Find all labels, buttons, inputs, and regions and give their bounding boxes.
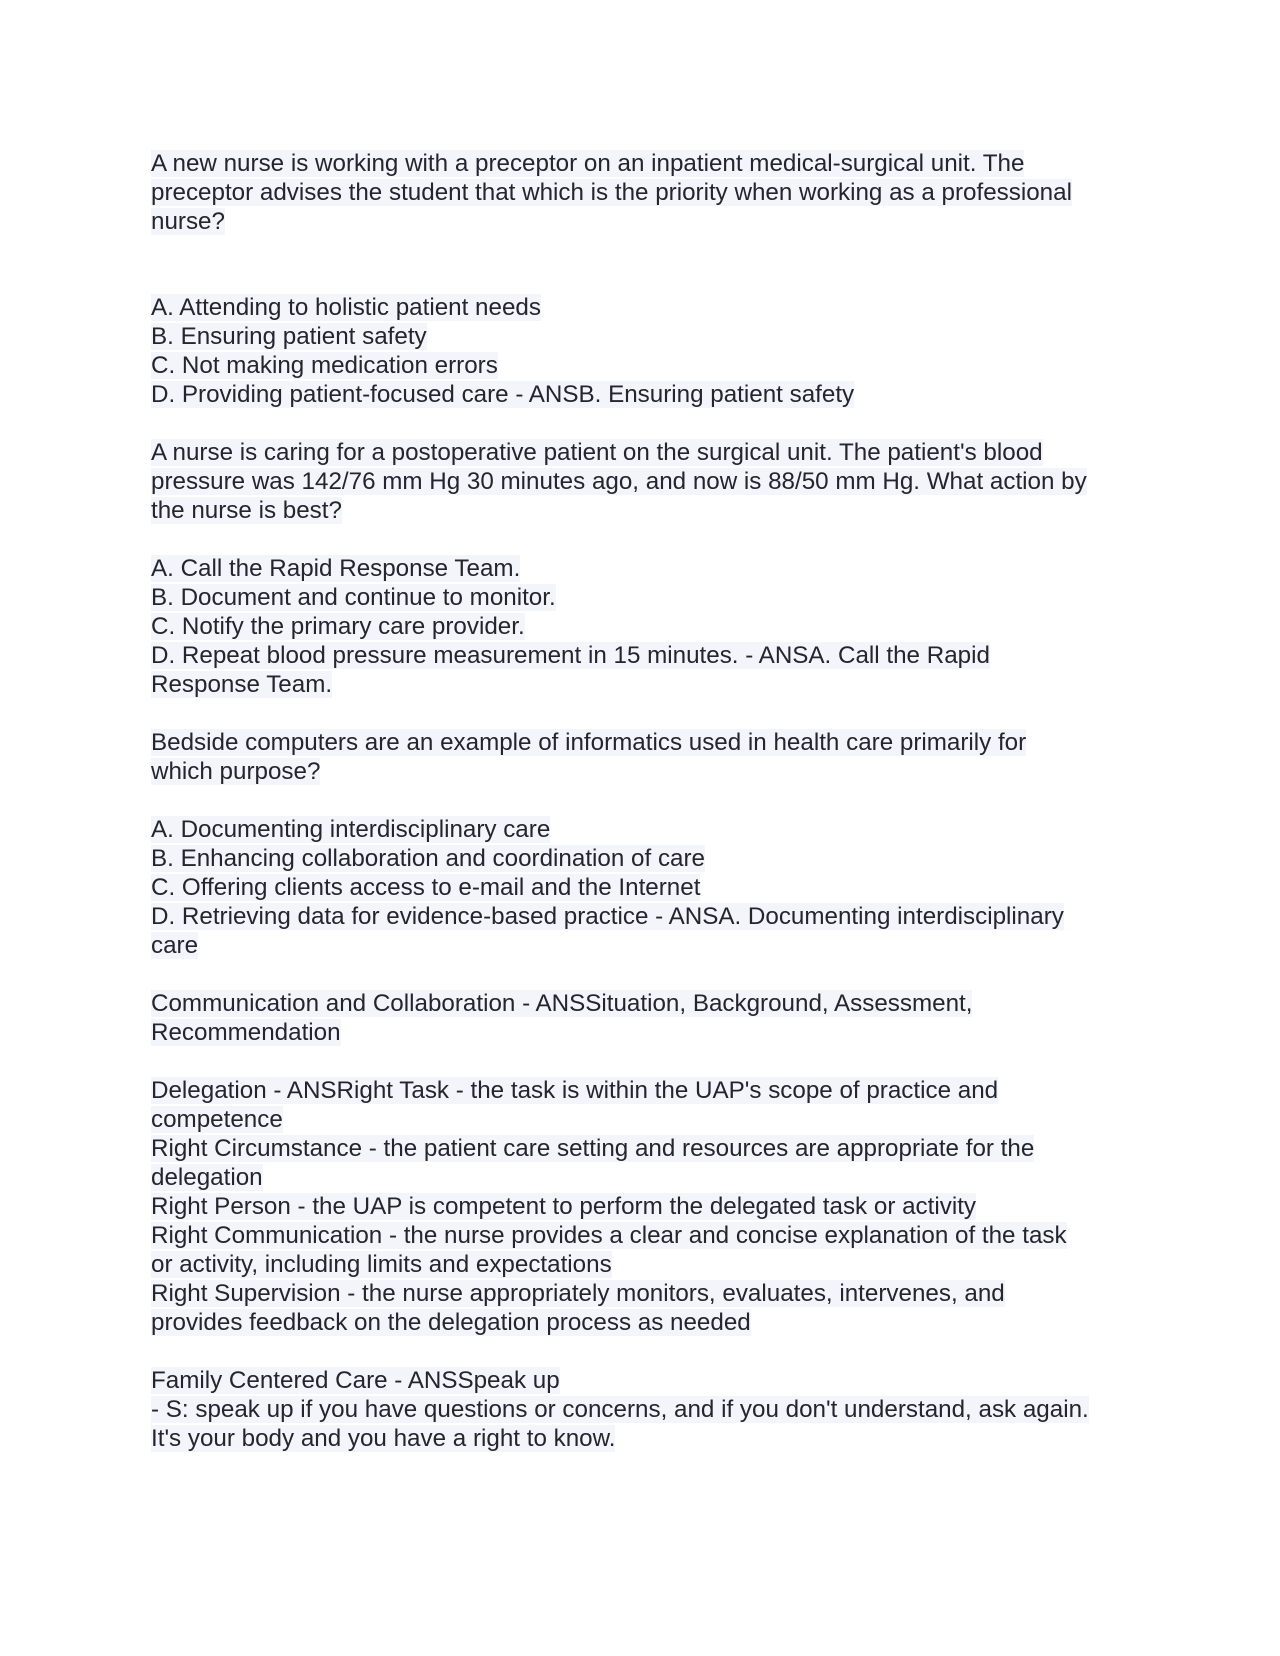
- text-line: Right Person - the UAP is competent to perform the delegated task or activity: [151, 1193, 977, 1220]
- text-line: Recommendation: [151, 1019, 341, 1046]
- option-line: D. Providing patient-focused care - ANSB. Ensuring patient safety: [151, 381, 855, 408]
- text-line: A nurse is caring for a postoperative patient on the surgical unit. The patient's blood: [151, 439, 1043, 466]
- term-delegation: [151, 1076, 1141, 1337]
- text-line: competence: [151, 1106, 283, 1133]
- term-communication: [151, 989, 1141, 1047]
- text-line: provides feedback on the delegation process as needed: [151, 1309, 751, 1336]
- option-line: B. Ensuring patient safety: [151, 323, 427, 350]
- text-line: which purpose?: [151, 758, 321, 785]
- text-line: Delegation - ANSRight Task - the task is within the UAP's scope of practice and: [151, 1077, 999, 1104]
- text-line: or activity, including limits and expectations: [151, 1251, 612, 1278]
- option-line: C. Not making medication errors: [151, 352, 498, 379]
- text-line: Family Centered Care - ANSSpeak up: [151, 1367, 560, 1394]
- option-line: C. Notify the primary care provider.: [151, 613, 525, 640]
- text-line: pressure was 142/76 mm Hg 30 minutes ago, and now is 88/50 mm Hg. What action by: [151, 468, 1087, 495]
- option-line: D. Repeat blood pressure measurement in 15 minutes. - ANSA. Call the Rapid: [151, 642, 990, 669]
- text-line: Right Communication - the nurse provides a clear and concise explanation of the task: [151, 1222, 1067, 1249]
- option-line: A. Documenting interdisciplinary care: [151, 816, 551, 843]
- option-line: D. Retrieving data for evidence-based practice - ANSA. Documenting interdisciplinary: [151, 903, 1064, 930]
- text-line: delegation: [151, 1164, 263, 1191]
- option-line: Response Team.: [151, 671, 333, 698]
- question-2: [151, 438, 1141, 525]
- text-line: Right Supervision - the nurse appropriately monitors, evaluates, intervenes, and: [151, 1280, 1005, 1307]
- document-page: [151, 149, 1141, 1453]
- answer-options-3: [151, 815, 1141, 960]
- text-line: A new nurse is working with a preceptor on an inpatient medical-surgical unit. The: [151, 150, 1025, 177]
- text-line: preceptor advises the student that which is the priority when working as a professional: [151, 179, 1072, 206]
- text-line: Right Circumstance - the patient care setting and resources are appropriate for the: [151, 1135, 1035, 1162]
- term-family-centered-care: [151, 1366, 1141, 1453]
- answer-options-1: [151, 293, 1141, 409]
- option-line: C. Offering clients access to e-mail and the Internet: [151, 874, 701, 901]
- text-line: Communication and Collaboration - ANSSituation, Background, Assessment,: [151, 990, 973, 1017]
- option-line: B. Enhancing collaboration and coordination of care: [151, 845, 705, 872]
- option-line: care: [151, 932, 199, 959]
- question-1: [151, 149, 1141, 236]
- option-line: A. Attending to holistic patient needs: [151, 294, 541, 321]
- option-line: A. Call the Rapid Response Team.: [151, 555, 521, 582]
- text-line: Bedside computers are an example of informatics used in health care primarily for: [151, 729, 1027, 756]
- answer-options-2: [151, 554, 1141, 699]
- text-line: - S: speak up if you have questions or concerns, and if you don't understand, ask again.: [151, 1396, 1089, 1423]
- text-line: the nurse is best?: [151, 497, 342, 524]
- text-line: nurse?: [151, 208, 225, 235]
- question-3: [151, 728, 1141, 786]
- option-line: B. Document and continue to monitor.: [151, 584, 556, 611]
- text-line: It's your body and you have a right to know.: [151, 1425, 616, 1452]
